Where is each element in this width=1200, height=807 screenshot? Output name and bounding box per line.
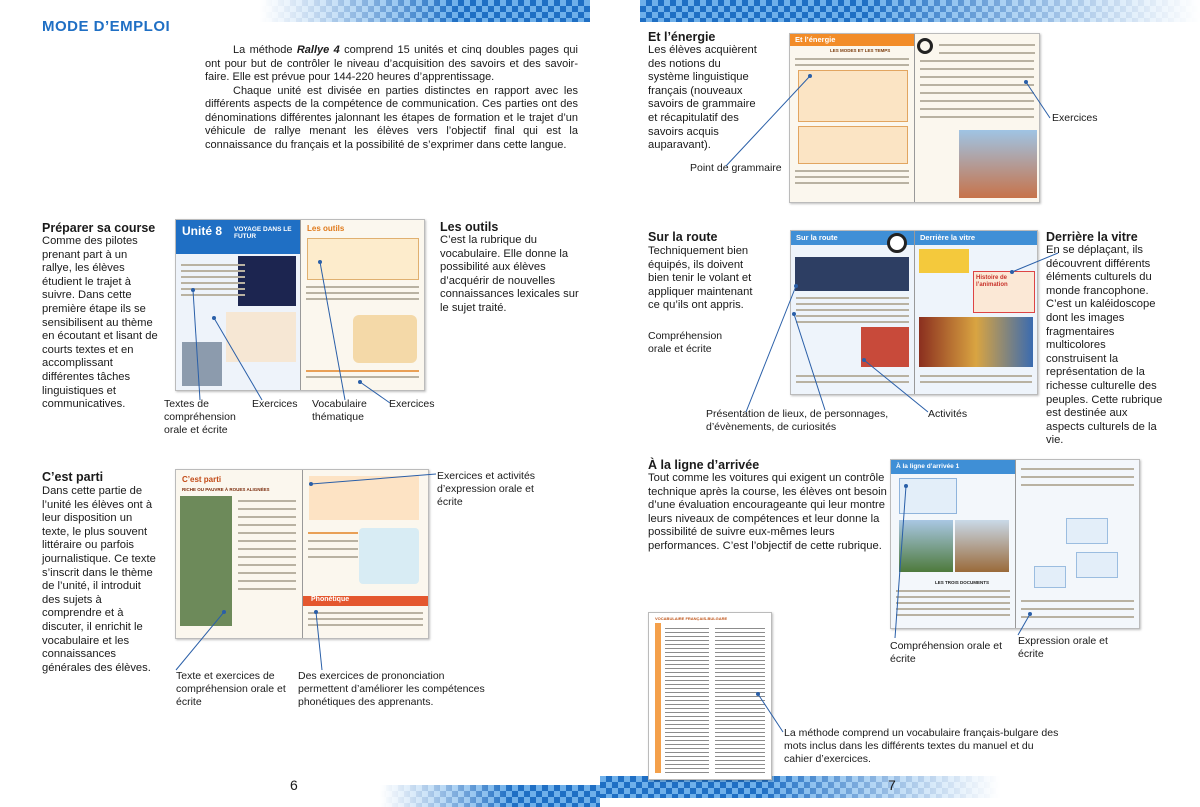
route-label-comprehension: Compréhension orale et écrite bbox=[648, 330, 723, 355]
preparer-heading: Préparer sa course bbox=[42, 221, 156, 235]
cest-parti-text: Dans cette partie de l’unité les élèves ont à leur disposition un texte, le plus souvent littéraire ou parfois journalistique. Ce texte s’inscrit dans le thème de l’unité, il introduit des sujets à comprendre et à discuter, il enrichit le vocabulaire et les connaissances générales des élèves. bbox=[42, 485, 156, 674]
unit-theme: VOYAGE DANS LE FUTUR bbox=[234, 226, 292, 240]
energie-label-exercices: Exercices bbox=[1052, 112, 1098, 124]
energie-subtitle: LES MODES ET LES TEMPS bbox=[830, 48, 891, 53]
vitre-heading: Derrière la vitre bbox=[1046, 230, 1138, 244]
cest-parti-label-textes: Texte et exercices de compréhension orale et écrite bbox=[176, 670, 286, 708]
route-title: Sur la route bbox=[796, 233, 838, 242]
leader-dot-group bbox=[191, 74, 1032, 696]
page-title: MODE D’EMPLOI bbox=[42, 18, 171, 35]
energie-label-grammaire: Point de grammaire bbox=[690, 162, 782, 174]
page-number-left: 6 bbox=[290, 777, 298, 793]
cest-parti-title: C’est parti bbox=[182, 475, 222, 484]
energie-title: Et l’énergie bbox=[795, 35, 836, 44]
outils-text: C’est la rubrique du vocabulaire. Elle donne la possibilité aux élèves d’acquérir de nouvelles connaissances lexicales sur le sujet traité. bbox=[440, 234, 579, 314]
energie-heading: Et l’énergie bbox=[648, 30, 716, 44]
route-label-presentation: Présentation de lieux, de personnages, d’évènements, de curiosités bbox=[706, 408, 889, 433]
preparer-label-exercices-1: Exercices bbox=[252, 398, 298, 410]
preparer-label-vocabulaire: Vocabulaire thématique bbox=[312, 398, 367, 423]
energie-text: Les élèves acquièrent des notions du système linguistique français (nouveaux savoirs de grammaire et récapitulatif des savoirs acquis auparavant). bbox=[648, 44, 757, 152]
preparer-label-exercices-2: Exercices bbox=[389, 398, 435, 410]
arrivee-subtitle: LES TROIS DOCUMENTS bbox=[935, 580, 990, 585]
arrivee-label-comprehension: Compréhension orale et écrite bbox=[890, 640, 1003, 665]
cest-parti-label-exercices-activites: Exercices et activités d’expression orale et écrite bbox=[437, 470, 536, 508]
intro-paragraph-2: Chaque unité est divisée en parties distinctes en rapport avec les différents aspects de la compétence de communication. Ces parties ont des dénominations différentes jalonnant les étapes de formation et le trajet d’un véhicule de rallye menant les élèves vers l’objectif final qui est la connaissance du français et la possibilité de s’exprimer dans cette langue. bbox=[205, 84, 578, 151]
route-heading: Sur la route bbox=[648, 230, 718, 244]
preparer-label-textes: Textes de compréhension orale et écrite bbox=[164, 398, 236, 436]
phonetique-title: Phonétique bbox=[311, 596, 350, 603]
page-number-right: 7 bbox=[888, 777, 896, 793]
leader-line-group bbox=[176, 76, 1058, 732]
preparer-text: Comme des pilotes prenant part à un rallye, les élèves étudient le trajet à suivre. Dans cette première étape ils se sensibilisent au thème en écoutant et lisant de courts textes et en accomplissant différentes tâches linguistiques et communicatives. bbox=[42, 235, 158, 411]
outils-title: Les outils bbox=[307, 224, 345, 233]
unit-label: Unité 8 bbox=[182, 224, 223, 238]
arrivee-text: Tout comme les voitures qui exigent un contrôle technique après la course, les élèves ont besoin d’une évaluation encourageante qui leur montre leurs niveaux de compétences et leur donne la possibilité de suivre eux-mêmes leurs performances. C’est l’objectif de cette rubrique. bbox=[648, 472, 887, 552]
outils-heading: Les outils bbox=[440, 220, 499, 234]
vitre-title: Derrière la vitre bbox=[920, 233, 976, 242]
arrivee-label-vocabulaire: La méthode comprend un vocabulaire français-bulgare des mots inclus dans les différents textes du manuel et du cahier d’exercices. bbox=[784, 727, 1059, 765]
cest-parti-label-prononciation: Des exercices de prononciation permettent d’améliorer les compétences phonétiques des apprenants. bbox=[298, 670, 485, 708]
intro-paragraph-1: La méthode Rallye 4 comprend 15 unités et cinq doubles pages qui ont pour but de contrôler le niveau d’acquisition des savoirs et des savoir-faire. Elle est prévue pour 144-220 heures d’apprentissage. bbox=[205, 44, 578, 83]
route-label-activites: Activités bbox=[928, 408, 968, 420]
arrivee-label-expression: Expression orale et écrite bbox=[1018, 635, 1108, 660]
vitre-text: En se déplaçant, ils découvrent différents éléments culturels du monde francophone. C’est un kaléidoscope dont les images fragmentaires multicolores construisent la représentation de la richesse culturelle des peuples. Cette rubrique est destinée aux aspects culturels de la vie. bbox=[1046, 244, 1163, 447]
cest-parti-heading: C’est parti bbox=[42, 470, 104, 484]
route-text: Techniquement bien équipés, ils doivent bien tenir le volant et appliquer maintenant ce qu’ils ont appris. bbox=[648, 245, 753, 312]
arrivee-heading: À la ligne d’arrivée bbox=[648, 458, 760, 472]
subtitle: RICHE OU PAUVRE À ROUES ALIGNÉES bbox=[182, 487, 270, 492]
arrivee-title: À la ligne d’arrivée 1 bbox=[896, 463, 960, 470]
poster-histoire-title: Histoire de l’animation bbox=[976, 275, 1008, 288]
vocab-title: VOCABULAIRE FRANÇAIS-BULGARE bbox=[655, 616, 728, 621]
